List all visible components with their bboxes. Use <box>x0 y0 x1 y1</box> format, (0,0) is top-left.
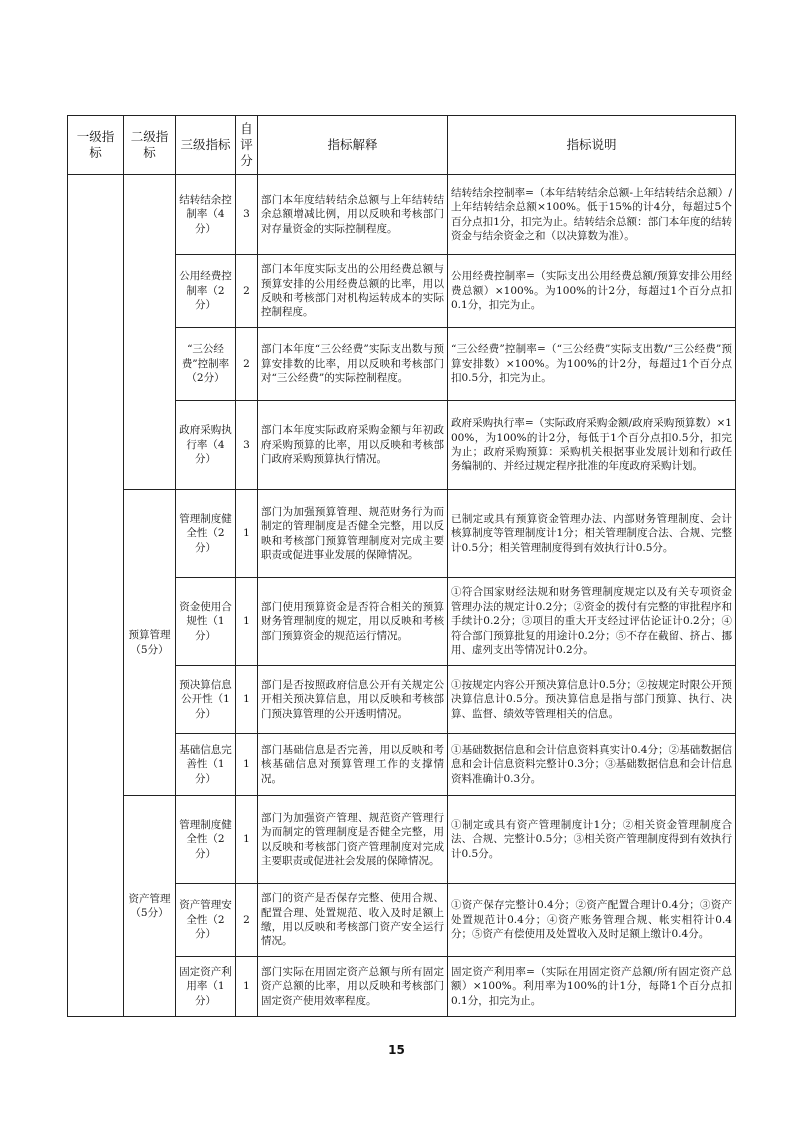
header-description: 指标说明 <box>448 116 736 175</box>
table-row <box>68 490 736 578</box>
indicator-score: 2 <box>236 884 258 957</box>
indicator-score: 2 <box>236 328 258 401</box>
indicator-score: 3 <box>236 401 258 490</box>
header-level1: 一级指标 <box>68 116 124 175</box>
header-self-score: 自评分 <box>236 116 258 175</box>
page-number: 15 <box>388 1043 405 1057</box>
indicator-score: 1 <box>236 734 258 796</box>
indicator-explain: 部门是否按照政府信息公开有关规定公开相关预决算信息，用以反映和考核部门预决算管理的公开透明情况。 <box>258 666 448 734</box>
indicator-explain: 部门为加强预算管理、规范财务行为而制定的管理制度是否健全完整，用以反映和考核部门预算管理制度对完成主要职责或促进事业发展的保障情况。 <box>258 490 448 578</box>
indicator-name: 管理制度健全性（2分） <box>176 796 236 884</box>
table-row <box>68 796 736 884</box>
indicator-name: “三公经费”控制率（2分） <box>176 328 236 401</box>
table-header-row <box>68 116 736 175</box>
indicator-explain: 部门使用预算资金是否符合相关的预算财务管理制度的规定，用以反映和考核部门预算资金的规范运行情况。 <box>258 578 448 666</box>
indicator-table <box>67 115 736 1017</box>
indicator-desc: ①基础数据信息和会计信息资料真实计0.4分；②基础数据信息和会计信息资料完整计0.3分；③基础数据信息和会计信息资料准确计0.3分。 <box>448 734 736 796</box>
indicator-score: 3 <box>236 175 258 255</box>
indicator-explain: 部门本年度“三公经费”实际支出数与预算安排数的比率，用以反映和考核部门对“三公经费”的实际控制程度。 <box>258 328 448 401</box>
header-level2: 二级指标 <box>124 116 176 175</box>
indicator-desc: 已制定或具有预算资金管理办法、内部财务管理制度、会计核算制度等管理制度计1分；相关管理制度合法、合规、完整计0.5分；相关管理制度得到有效执行计0.5分。 <box>448 490 736 578</box>
indicator-name: 固定资产利用率（1分） <box>176 957 236 1017</box>
table-row <box>68 175 736 255</box>
level2-cell-empty <box>124 175 176 490</box>
indicator-desc: ①制定或具有资产管理制度计1分；②相关资金管理制度合法、合规、完整计0.5分；③相关资产管理制度得到有效执行计0.5分。 <box>448 796 736 884</box>
indicator-score: 1 <box>236 666 258 734</box>
indicator-name: 管理制度健全性（2分） <box>176 490 236 578</box>
indicator-explain: 部门本年度实际支出的公用经费总额与预算安排的公用经费总额的比率，用以反映和考核部门对机构运转成本的实际控制程度。 <box>258 255 448 328</box>
level1-cell <box>68 175 124 1017</box>
header-explain: 指标解释 <box>258 116 448 175</box>
group-budget-management: 预算管理（5分） <box>124 490 176 796</box>
indicator-explain: 部门为加强资产管理、规范资产管理行为而制定的管理制度是否健全完整，用以反映和考核部门资产管理制度对完成主要职责或促进社会发展的保障情况。 <box>258 796 448 884</box>
indicator-score: 2 <box>236 255 258 328</box>
indicator-desc: 公用经费控制率=（实际支出公用经费总额/预算安排公用经费总额）×100%。为100%的计2分，每超过1个百分点扣0.1分，扣完为止。 <box>448 255 736 328</box>
indicator-desc: ①符合国家财经法规和财务管理制度规定以及有关专项资金管理办法的规定计0.2分；②资金的拨付有完整的审批程序和手续计0.2分；③项目的重大开支经过评估论证计0.2分；④符合部门预算批复的用途计0.2分；⑤不存在截留、挤占、挪用、虚列支出等情况计0.2分。 <box>448 578 736 666</box>
indicator-score: 1 <box>236 796 258 884</box>
indicator-name: 政府采购执行率（4分） <box>176 401 236 490</box>
indicator-desc: 固定资产利用率=（实际在用固定资产总额/所有固定资产总额）×100%。利用率为100%的计1分，每降1个百分点扣0.1分，扣完为止。 <box>448 957 736 1017</box>
indicator-score: 1 <box>236 490 258 578</box>
indicator-score: 1 <box>236 957 258 1017</box>
indicator-desc: “三公经费”控制率=（“三公经费”实际支出数/“三公经费”预算安排数）×100%。为100%的计2分，每超过1个百分点扣0.5分，扣完为止。 <box>448 328 736 401</box>
indicator-desc: 政府采购执行率=（实际政府采购金额/政府采购预算数）×100%，为100%的计2分，每低于1个百分点扣0.5分，扣完为止；政府采购预算：采购机关根据事业发展计划和行政任务编制的、并经过规定程序批准的年度政府采购计划。 <box>448 401 736 490</box>
indicator-name: 基础信息完善性（1分） <box>176 734 236 796</box>
indicator-name: 资金使用合规性（1分） <box>176 578 236 666</box>
indicator-explain: 部门实际在用固定资产总额与所有固定资产总额的比率，用以反映和考核部门固定资产使用效率程度。 <box>258 957 448 1017</box>
indicator-desc: 结转结余控制率=（本年结转结余总额-上年结转结余总额）/上年结转结余总额×100%。低于15%的计4分，每超过5个百分点扣1分，扣完为止。结转结余总额：部门本年度的结转资金与结余资金之和（以决算数为准）。 <box>448 175 736 255</box>
indicator-name: 资产管理安全性（2分） <box>176 884 236 957</box>
indicator-desc: ①按规定内容公开预决算信息计0.5分；②按规定时限公开预决算信息计0.5分。预决算信息是指与部门预算、执行、决算、监督、绩效等管理相关的信息。 <box>448 666 736 734</box>
indicator-desc: ①资产保存完整计0.4分；②资产配置合理计0.4分；③资产处置规范计0.4分；④资产账务管理合规、帐实相符计0.4分；⑤资产有偿使用及处置收入及时足额上缴计0.4分。 <box>448 884 736 957</box>
indicator-name: 公用经费控制率（2分） <box>176 255 236 328</box>
indicator-score: 1 <box>236 578 258 666</box>
indicator-name: 结转结余控制率（4分） <box>176 175 236 255</box>
indicator-explain: 部门基础信息是否完善，用以反映和考核基础信息对预算管理工作的支撑情况。 <box>258 734 448 796</box>
indicator-explain: 部门的资产是否保存完整、使用合规、配置合理、处置规范、收入及时足额上缴，用以反映和考核部门资产安全运行情况。 <box>258 884 448 957</box>
group-asset-management: 资产管理（5分） <box>124 796 176 1017</box>
indicator-explain: 部门本年度实际政府采购金额与年初政府采购预算的比率，用以反映和考核部门政府采购预算执行情况。 <box>258 401 448 490</box>
header-level3: 三级指标 <box>176 116 236 175</box>
indicator-explain: 部门本年度结转结余总额与上年结转结余总额增减比例，用以反映和考核部门对存量资金的实际控制程度。 <box>258 175 448 255</box>
indicator-name: 预决算信息公开性（1分） <box>176 666 236 734</box>
